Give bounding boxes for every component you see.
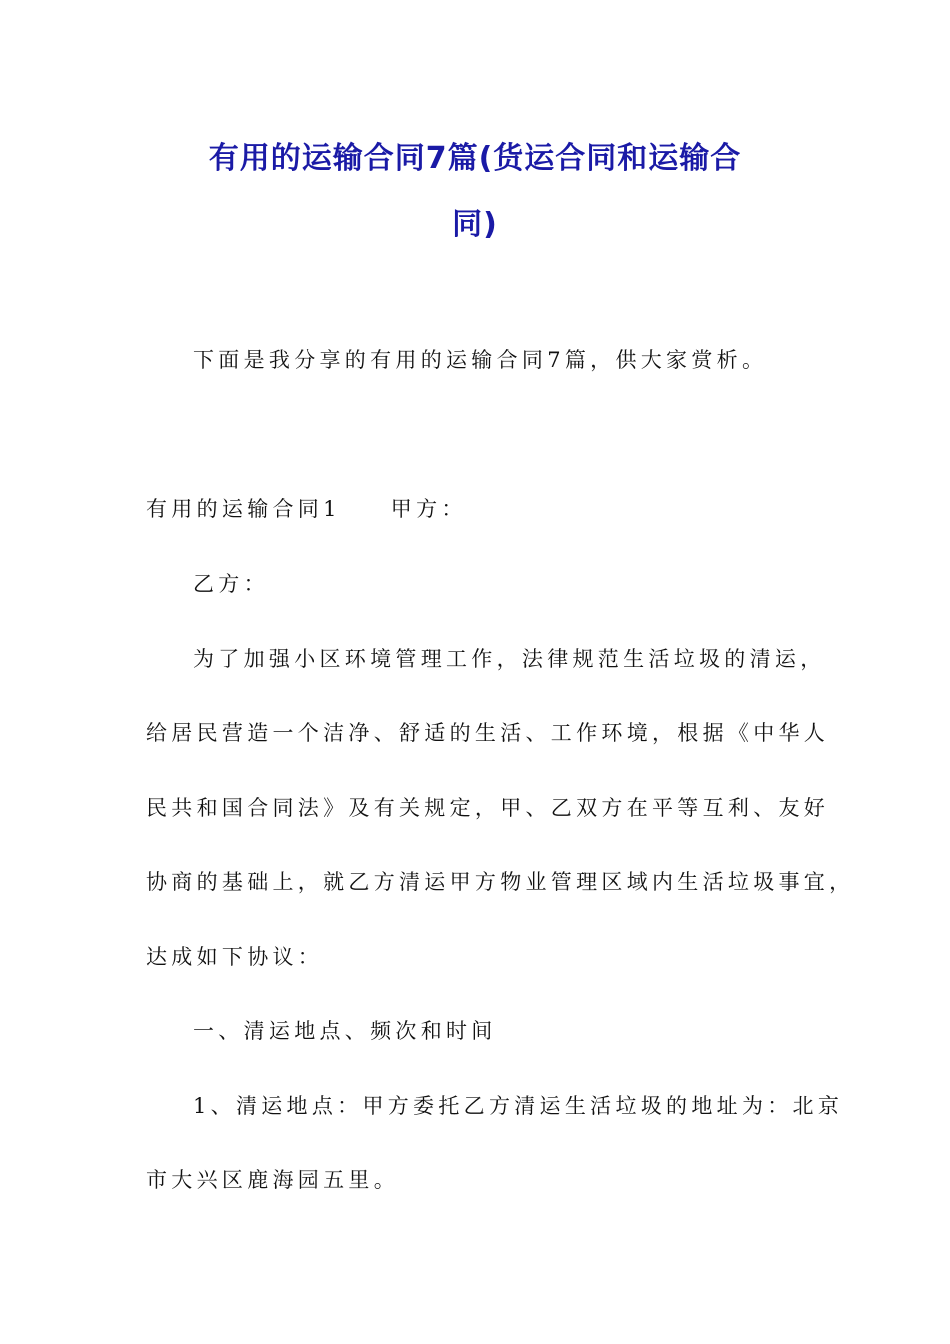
party-a-label: 甲方： (390, 497, 467, 521)
section-heading: 有用的运输合同1 (146, 497, 341, 521)
body-line-4: 协商的基础上，就乙方清运甲方物业管理区域内生活垃圾事宜， (146, 870, 855, 894)
section-heading-row (146, 494, 816, 524)
title-line-2: 同) (452, 207, 498, 242)
body-line-5: 达成如下协议： (146, 945, 324, 969)
body-line-1: 为了加强小区环境管理工作，法律规范生活垃圾的清运， (193, 647, 826, 671)
clause-item-line-1: 1、清运地点：甲方委托乙方清运生活垃圾的地址为：北京 (193, 1094, 844, 1118)
intro-paragraph: 下面是我分享的有用的运输合同7篇，供大家赏析。 (193, 348, 768, 372)
document-title (0, 126, 950, 258)
clause-item-line-2: 市大兴区鹿海园五里。 (146, 1168, 399, 1192)
body-line-3: 民共和国合同法》及有关规定，甲、乙双方在平等互利、友好 (146, 796, 830, 820)
title-line-1: 有用的运输合同7篇(货运合同和运输合 (208, 141, 742, 176)
party-b-label: 乙方： (193, 572, 269, 596)
clause-heading: 一、清运地点、频次和时间 (193, 1019, 497, 1043)
body-line-2: 给居民营造一个洁净、舒适的生活、工作环境，根据《中华人 (146, 721, 830, 745)
